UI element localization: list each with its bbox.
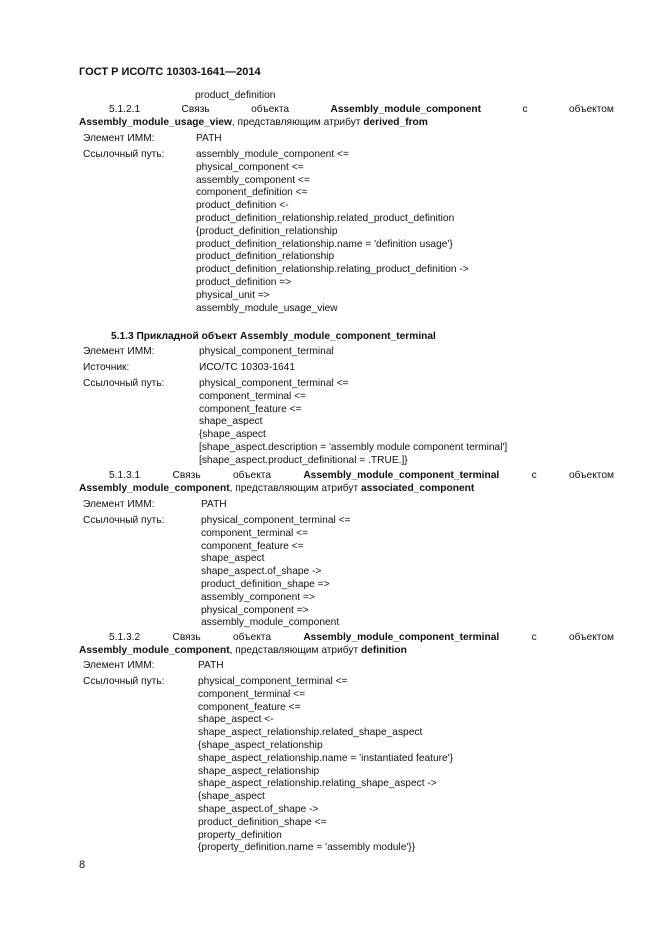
path-line: product_definition <- xyxy=(196,200,289,212)
target-entity: Assembly_module_usage_view xyxy=(79,117,232,128)
path-line: product_definition => xyxy=(196,276,292,288)
word-s: с xyxy=(522,104,528,115)
source-label: Источник: xyxy=(83,362,130,373)
path-line: physical_component_terminal <= xyxy=(198,676,348,687)
element-value: PATH xyxy=(198,660,224,671)
path-line: [shape_aspect.description = 'assembly module component terminal'] xyxy=(199,441,508,453)
path-line: {shape_aspect_relationship xyxy=(198,739,323,751)
ref-path-label: Ссылочный путь: xyxy=(83,149,165,160)
path-line: product_definition_relationship.relating_product_definition -> xyxy=(196,264,469,276)
path-line: product_definition_shape <= xyxy=(198,816,327,828)
clause-5-1-3-2-line1 xyxy=(79,632,614,644)
element-label: Элемент ИММ: xyxy=(83,346,155,357)
path-line: {shape_aspect xyxy=(198,791,265,803)
path-line: shape_aspect_relationship xyxy=(198,765,320,777)
path-line: component_feature <= xyxy=(201,540,304,552)
clause-number: 5.1.3.2 xyxy=(109,632,141,643)
word-svyaz: Связь xyxy=(181,104,210,115)
source-value: ИСО/ТС 10303-1641 xyxy=(199,362,296,373)
path-line: assembly_component <= xyxy=(196,174,310,186)
path-line: physical_component <= xyxy=(196,161,304,173)
path-lines-5-1-2-1 xyxy=(196,149,469,315)
path-lines-5-1-3-1 xyxy=(201,515,351,630)
path-lines-5-1-3 xyxy=(199,378,507,468)
entity-name: Assembly_module_component_terminal xyxy=(303,470,500,481)
clause-number: 5.1.3.1 xyxy=(109,470,141,481)
path-line: shape_aspect_relationship.related_shape_aspect xyxy=(198,727,423,739)
word-obektom: объектом xyxy=(569,632,614,643)
attribute-name: definition xyxy=(361,645,407,656)
path-line: product_definition_relationship.related_product_definition xyxy=(196,212,455,224)
path-line: component_terminal <= xyxy=(198,688,306,700)
path-line: shape_aspect xyxy=(199,416,263,428)
path-line: component_terminal <= xyxy=(199,390,307,402)
path-line: {shape_aspect xyxy=(199,429,266,441)
element-label: Элемент ИММ: xyxy=(83,133,155,144)
path-line: shape_aspect_relationship.relating_shape_aspect -> xyxy=(198,778,437,790)
representing-text: , представляющим атрибут xyxy=(231,117,364,128)
path-line: product_definition_relationship.name = 'definition usage'} xyxy=(196,238,453,250)
word-svyaz: Связь xyxy=(172,470,201,481)
representing-text: , представляющим атрибут xyxy=(229,483,361,494)
clause-5-1-2-1-line2 xyxy=(79,117,614,129)
path-line: physical_component_terminal <= xyxy=(199,378,349,389)
word-obektom: объектом xyxy=(568,104,614,115)
path-line: shape_aspect_relationship.name = 'instantiated feature'} xyxy=(198,752,454,764)
path-line: shape_aspect xyxy=(201,553,265,565)
path-line: assembly_module_component xyxy=(201,617,340,629)
word-s: с xyxy=(531,470,537,481)
clause-5-1-3-2-line2 xyxy=(79,645,614,657)
path-line: {property_definition.name = 'assembly module'}} xyxy=(198,842,416,854)
continuation-line: product_definition xyxy=(195,90,276,101)
path-line: shape_aspect <- xyxy=(198,714,274,726)
ref-path-label: Ссылочный путь: xyxy=(83,515,165,526)
target-entity: Assembly_module_component xyxy=(79,483,230,494)
path-line: component_feature <= xyxy=(198,701,301,713)
path-line: property_definition xyxy=(198,829,282,841)
path-line: assembly_module_component <= xyxy=(196,149,349,160)
element-label: Элемент ИММ: xyxy=(83,660,155,671)
path-line: assembly_component => xyxy=(201,591,315,603)
entity-name: Assembly_module_component xyxy=(330,104,482,115)
clause-5-1-2-1-line1 xyxy=(79,104,614,116)
word-obekta: объекта xyxy=(233,470,271,481)
clause-5-1-3-1-line1 xyxy=(79,470,614,482)
element-label: Элемент ИММ: xyxy=(83,499,155,510)
word-svyaz: Связь xyxy=(172,632,201,643)
path-line: {product_definition_relationship xyxy=(196,225,338,237)
path-line: component_definition <= xyxy=(196,187,308,199)
path-lines-5-1-3-2 xyxy=(198,676,453,855)
word-obekta: объекта xyxy=(251,104,290,115)
word-s: с xyxy=(531,632,537,643)
path-line: assembly_module_usage_view xyxy=(196,302,338,314)
clause-number: 5.1.2.1 xyxy=(109,104,141,115)
target-entity: Assembly_module_component xyxy=(79,645,230,656)
path-line: component_feature <= xyxy=(199,403,302,415)
path-line: physical_component_terminal <= xyxy=(201,515,351,526)
ref-path-label: Ссылочный путь: xyxy=(83,676,165,687)
path-line: physical_unit => xyxy=(196,289,270,301)
word-obektom: объектом xyxy=(569,470,614,481)
page-number: 8 xyxy=(79,859,86,871)
path-line: component_terminal <= xyxy=(201,527,309,539)
word-obekta: объекта xyxy=(233,632,271,643)
path-line: shape_aspect.of_shape -> xyxy=(198,803,319,815)
document-header: ГОСТ Р ИСО/ТС 10303-1641—2014 xyxy=(79,66,261,78)
attribute-name: derived_from xyxy=(363,117,428,128)
path-line: product_definition_shape => xyxy=(201,578,330,590)
clause-5-1-3-1-line2 xyxy=(79,483,614,495)
path-line: [shape_aspect.product_definitional = .TRUE.]} xyxy=(199,454,408,466)
path-line: product_definition_relationship xyxy=(196,251,335,263)
ref-path-label: Ссылочный путь: xyxy=(83,378,165,389)
attribute-name: associated_component xyxy=(361,483,475,494)
element-value: PATH xyxy=(196,133,222,144)
element-value: physical_component_terminal xyxy=(199,346,334,357)
entity-name: Assembly_module_component_terminal xyxy=(303,632,500,643)
element-value: PATH xyxy=(201,499,227,510)
path-line: shape_aspect.of_shape -> xyxy=(201,566,322,578)
section-heading-5-1-3: 5.1.3 Прикладной объект Assembly_module_component_terminal xyxy=(111,331,436,342)
representing-text: , представляющим атрибут xyxy=(229,645,361,656)
path-line: physical_component => xyxy=(201,604,309,616)
